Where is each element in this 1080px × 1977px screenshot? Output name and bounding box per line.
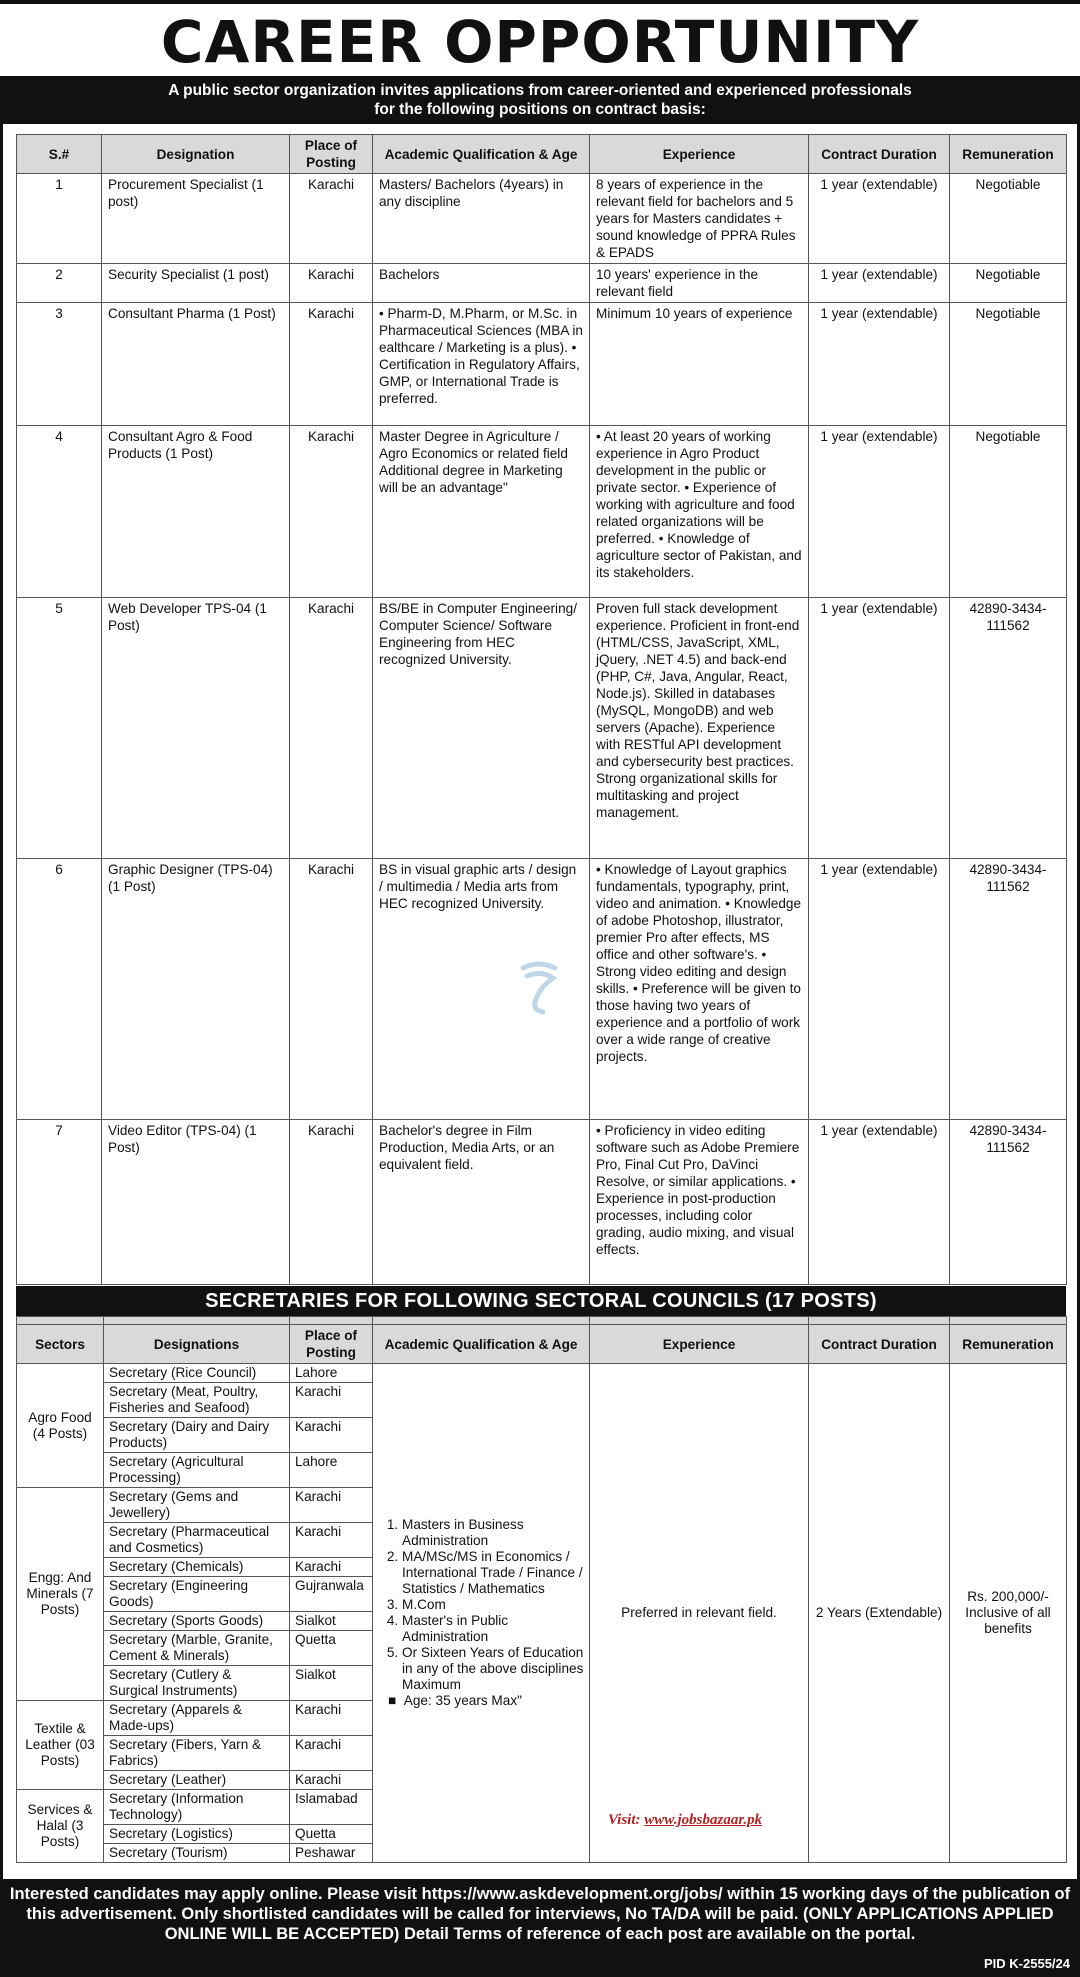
post-designation: Secretary (Marble, Granite, Cement & Minerals) <box>104 1631 290 1666</box>
secretaries-table <box>16 1316 1067 1863</box>
pid-number: PID K-2555/24 <box>984 1956 1070 1971</box>
sector-name: Services & Halal (3 Posts) <box>17 1790 104 1863</box>
post-place: Sialkot <box>290 1666 373 1701</box>
row-qualification: Master Degree in Agriculture / Agro Economics or related field Additional degree in Marketing will be an advantage" <box>373 426 590 598</box>
row-qualification: • Pharm-D, M.Pharm, or M.Sc. in Pharmaceutical Sciences (MBA in ealthcare / Marketing is a plus). • Certification in Regulatory Affairs, GMP, or International Trade is preferred. <box>373 303 590 426</box>
post-designation: Secretary (Engineering Goods) <box>104 1577 290 1612</box>
post-designation: Secretary (Dairy and Dairy Products) <box>104 1418 290 1453</box>
header-qualification: Academic Qualification & Age <box>373 135 590 174</box>
row-experience: • Proficiency in video editing software such as Adobe Premiere Pro, Final Cut Pro, DaVinci Resolve, or similar applications. • Experience in post-production processes, including color grading, audio mixing, and visual effects. <box>590 1120 809 1285</box>
row-qualification: BS/BE in Computer Engineering/ Computer Science/ Software Engineering from HEC recognized University. <box>373 598 590 859</box>
bullet-square-icon: ■ <box>388 1693 397 1708</box>
header-sectors: Sectors <box>17 1325 104 1364</box>
row-remuneration: 42890-3434-111562 <box>950 598 1067 859</box>
age-limit <box>378 1693 584 1709</box>
spacer-cell <box>104 1317 290 1325</box>
footer-text: Interested candidates may apply online. Please visit https://www.askdevelopment.org/jobs/ within 15 working days of the publication of this advertisement. Only shortlisted candidates will be called for interviews, No TA/DA will be paid. (ONLY APPLICATIONS APPLIED ONLINE WILL BE ACCEPTED) Detail Terms of reference of each post are available on the portal. <box>9 1885 1071 1943</box>
intro-line-1: A public sector organization invites applications from career-oriented and experienced professionals <box>168 82 912 99</box>
remuneration-cell: Rs. 200,000/- Inclusive of all benefits <box>950 1364 1067 1863</box>
spacer-cell <box>590 1317 809 1325</box>
header-remuneration: Remuneration <box>950 135 1067 174</box>
row-experience: Proven full stack development experience. Proficient in front-end (HTML/CSS, JavaScript, XML, jQuery, .NET 4.5) and back-end (PHP, C#, Java, Angular, React, Node.js). Skilled in databases (MySQL, MongoDB) and web servers (Apache). Experience with RESTful API development and cybersecurity best practices. Strong organizational skills for multitasking and project management. <box>590 598 809 859</box>
post-place: Quetta <box>290 1631 373 1666</box>
row-sn: 2 <box>17 264 102 303</box>
experience-cell: Preferred in relevant field. <box>590 1364 809 1863</box>
post-designation: Secretary (Meat, Poultry, Fisheries and Seafood) <box>104 1383 290 1418</box>
header-place: Place of Posting <box>290 135 373 174</box>
row-remuneration: Negotiable <box>950 426 1067 598</box>
row-place: Karachi <box>290 303 373 426</box>
post-designation: Secretary (Leather) <box>104 1771 290 1790</box>
post-place: Karachi <box>290 1558 373 1577</box>
header-experience: Experience <box>590 1325 809 1364</box>
table-row <box>17 1364 1067 1383</box>
post-place: Karachi <box>290 1523 373 1558</box>
row-qualification: Bachelor's degree in Film Production, Media Arts, or an equivalent field. <box>373 1120 590 1285</box>
header-designations: Designations <box>104 1325 290 1364</box>
post-designation: Secretary (Pharmaceutical and Cosmetics) <box>104 1523 290 1558</box>
footer-banner <box>0 1879 1080 1977</box>
list-item: 4. Master's in Public Administration <box>402 1613 584 1645</box>
post-designation: Secretary (Sports Goods) <box>104 1612 290 1631</box>
sector-name: Textile & Leather (03 Posts) <box>17 1701 104 1790</box>
table-row <box>17 598 1067 859</box>
post-designation: Secretary (Apparels & Made-ups) <box>104 1701 290 1736</box>
row-sn: 1 <box>17 174 102 264</box>
post-place: Karachi <box>290 1418 373 1453</box>
post-designation: Secretary (Logistics) <box>104 1825 290 1844</box>
row-duration: 1 year (extendable) <box>809 859 950 1120</box>
intro-line-2: for the following positions on contract basis: <box>374 101 706 118</box>
row-duration: 1 year (extendable) <box>809 264 950 303</box>
post-designation: Secretary (Cutlery & Surgical Instruments) <box>104 1666 290 1701</box>
sector-name: Agro Food (4 Posts) <box>17 1364 104 1488</box>
list-item: 2. MA/MSc/MS in Economics / International Trade / Finance / Statistics / Mathematics <box>402 1549 584 1597</box>
secretaries-header-row <box>17 1325 1067 1364</box>
row-remuneration: Negotiable <box>950 174 1067 264</box>
row-place: Karachi <box>290 598 373 859</box>
list-item: 1. Masters in Business Administration <box>402 1517 584 1549</box>
table-row <box>17 426 1067 598</box>
row-remuneration: Negotiable <box>950 264 1067 303</box>
row-sn: 4 <box>17 426 102 598</box>
post-designation: Secretary (Information Technology) <box>104 1790 290 1825</box>
watermark-logo-icon <box>515 958 563 1016</box>
spacer-cell <box>950 1317 1067 1325</box>
post-place: Karachi <box>290 1488 373 1523</box>
row-place: Karachi <box>290 426 373 598</box>
age-text: Age: 35 years Max" <box>403 1693 522 1708</box>
table-row <box>17 1120 1067 1285</box>
table-row <box>17 264 1067 303</box>
row-duration: 1 year (extendable) <box>809 1120 950 1285</box>
row-designation: Consultant Pharma (1 Post) <box>102 303 290 426</box>
row-designation: Security Specialist (1 post) <box>102 264 290 303</box>
sector-name: Engg: And Minerals (7 Posts) <box>17 1488 104 1701</box>
spacer-cell <box>373 1317 590 1325</box>
header-qualification: Academic Qualification & Age <box>373 1325 590 1364</box>
post-designation: Secretary (Chemicals) <box>104 1558 290 1577</box>
row-qualification: BS in visual graphic arts / design / multimedia / Media arts from HEC recognized University. <box>373 859 590 1120</box>
row-sn: 3 <box>17 303 102 426</box>
row-place: Karachi <box>290 1120 373 1285</box>
visit-link[interactable]: www.jobsbazaar.pk <box>644 1812 763 1828</box>
table-row <box>17 303 1067 426</box>
qualifications-cell <box>373 1364 590 1863</box>
row-remuneration: 42890-3434-111562 <box>950 859 1067 1120</box>
post-place: Sialkot <box>290 1612 373 1631</box>
post-designation: Secretary (Agricultural Processing) <box>104 1453 290 1488</box>
row-remuneration: 42890-3434-111562 <box>950 1120 1067 1285</box>
row-designation: Video Editor (TPS-04) (1 Post) <box>102 1120 290 1285</box>
row-qualification: Bachelors <box>373 264 590 303</box>
post-designation: Secretary (Rice Council) <box>104 1364 290 1383</box>
post-place: Lahore <box>290 1453 373 1488</box>
visit-note <box>608 1812 762 1829</box>
post-designation: Secretary (Tourism) <box>104 1844 290 1863</box>
list-item: 3. M.Com <box>402 1597 584 1613</box>
row-duration: 1 year (extendable) <box>809 426 950 598</box>
header-duration: Contract Duration <box>809 1325 950 1364</box>
row-experience: Minimum 10 years of experience <box>590 303 809 426</box>
row-experience: • Knowledge of Layout graphics fundamentals, typography, print, video and animation. • Knowledge of adobe Photoshop, illustrator, premier Pro after effects, MS office and other software's. • Strong video editing and design skills. • Preference will be given to those having two years of experience and a portfolio of work over a wide range of creative projects. <box>590 859 809 1120</box>
row-designation: Consultant Agro & Food Products (1 Post) <box>102 426 290 598</box>
header-designation: Designation <box>102 135 290 174</box>
row-place: Karachi <box>290 264 373 303</box>
intro-banner <box>0 76 1080 124</box>
row-designation: Procurement Specialist (1 post) <box>102 174 290 264</box>
visit-label: Visit: <box>608 1812 641 1828</box>
post-place: Peshawar <box>290 1844 373 1863</box>
post-place: Islamabad <box>290 1790 373 1825</box>
post-place: Quetta <box>290 1825 373 1844</box>
duration-cell: 2 Years (Extendable) <box>809 1364 950 1863</box>
post-place: Karachi <box>290 1736 373 1771</box>
spacer-cell <box>290 1317 373 1325</box>
positions-header-row <box>17 135 1067 174</box>
header-sn: S.# <box>17 135 102 174</box>
post-place: Karachi <box>290 1771 373 1790</box>
row-place: Karachi <box>290 174 373 264</box>
spacer-row <box>17 1317 1067 1325</box>
row-duration: 1 year (extendable) <box>809 598 950 859</box>
row-experience: 10 years' experience in the relevant field <box>590 264 809 303</box>
row-qualification: Masters/ Bachelors (4years) in any discipline <box>373 174 590 264</box>
row-experience: 8 years of experience in the relevant field for bachelors and 5 years for Masters candidates + sound knowledge of PPRA Rules & EPADS <box>590 174 809 264</box>
post-place: Karachi <box>290 1383 373 1418</box>
table-row <box>17 174 1067 264</box>
row-remuneration: Negotiable <box>950 303 1067 426</box>
list-item: 5. Or Sixteen Years of Education in any of the above disciplines Maximum <box>402 1645 584 1693</box>
positions-table <box>16 134 1067 1285</box>
post-place: Karachi <box>290 1701 373 1736</box>
header-place: Place of Posting <box>290 1325 373 1364</box>
section-title: SECRETARIES FOR FOLLOWING SECTORAL COUNCILS (17 POSTS) <box>16 1286 1066 1316</box>
row-duration: 1 year (extendable) <box>809 303 950 426</box>
row-duration: 1 year (extendable) <box>809 174 950 264</box>
post-place: Lahore <box>290 1364 373 1383</box>
spacer-cell <box>17 1317 104 1325</box>
header-duration: Contract Duration <box>809 135 950 174</box>
spacer-cell <box>809 1317 950 1325</box>
post-place: Gujranwala <box>290 1577 373 1612</box>
header-remuneration: Remuneration <box>950 1325 1067 1364</box>
page-title: CAREER OPPORTUNITY <box>0 0 1080 76</box>
row-experience: • At least 20 years of working experience in Agro Product development in the public or private sector. • Experience of working with agriculture and food related organizations will be preferred. • Knowledge of agriculture sector of Pakistan, and its stakeholders. <box>590 426 809 598</box>
post-designation: Secretary (Gems and Jewellery) <box>104 1488 290 1523</box>
row-designation: Web Developer TPS-04 (1 Post) <box>102 598 290 859</box>
post-designation: Secretary (Fibers, Yarn & Fabrics) <box>104 1736 290 1771</box>
row-sn: 5 <box>17 598 102 859</box>
row-sn: 7 <box>17 1120 102 1285</box>
header-experience: Experience <box>590 135 809 174</box>
row-designation: Graphic Designer (TPS-04) (1 Post) <box>102 859 290 1120</box>
row-sn: 6 <box>17 859 102 1120</box>
qualifications-list <box>378 1517 584 1693</box>
row-place: Karachi <box>290 859 373 1120</box>
